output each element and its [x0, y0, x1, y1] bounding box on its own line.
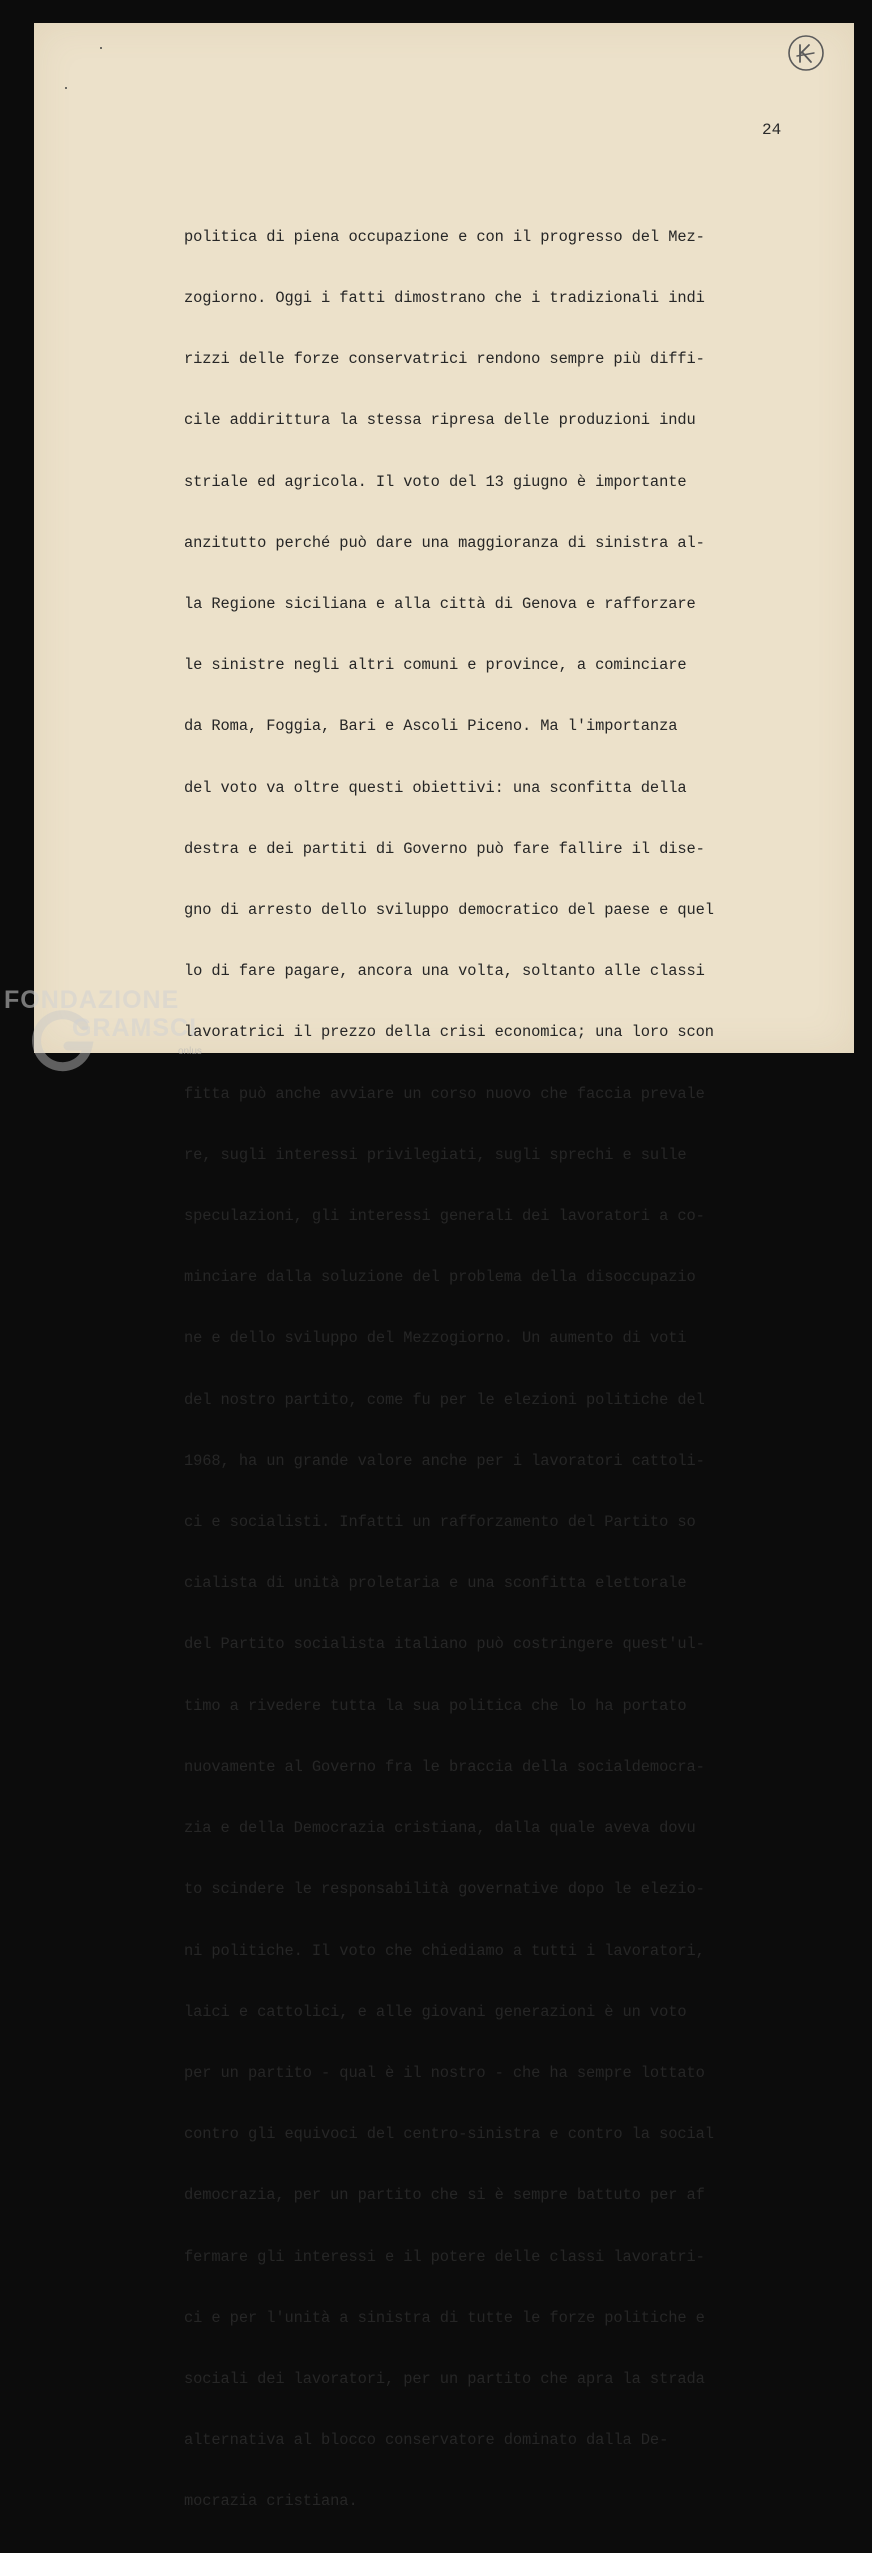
text-line: nuovamente al Governo fra le braccia della socialdemocra-	[184, 1757, 705, 1776]
text-line: rizzi delle forze conservatrici rendono sempre più diffi-	[184, 350, 705, 369]
text-line: 1968, ha un grande valore anche per i lavoratori cattoli-	[184, 1451, 705, 1470]
text-line: minciare dalla soluzione del problema della disoccupazio	[184, 1268, 696, 1287]
text-line: del Partito socialista italiano può costringere quest'ul-	[184, 1635, 705, 1654]
text-line: la Regione siciliana e alla città di Genova e rafforzare	[184, 595, 696, 614]
text-line: ni politiche. Il voto che chiediamo a tutti i lavoratori,	[184, 1941, 705, 1960]
text-line: contro gli equivoci del centro-sinistra e contro la social	[184, 2125, 714, 2144]
ink-speck	[65, 87, 67, 89]
archive-stamp-icon	[786, 33, 826, 73]
text-line: anzitutto perché può dare una maggioranza di sinistra al-	[184, 533, 705, 552]
text-line: lo di fare pagare, ancora una volta, soltanto alle classi	[184, 962, 705, 981]
text-line: destra e dei partiti di Governo può fare fallire il dise-	[184, 839, 705, 858]
body-text	[184, 186, 794, 2553]
text-line: lavoratrici il prezzo della crisi economica; una loro scon	[184, 1023, 714, 1042]
text-line: laici e cattolici, e alle giovani generazioni è un voto	[184, 2002, 687, 2021]
text-line: timo a rivedere tutta la sua politica che lo ha portato	[184, 1696, 687, 1715]
text-line: ci e per l'unità a sinistra di tutte le forze politiche e	[184, 2308, 705, 2327]
text-line: cile addirittura la stessa ripresa delle produzioni indu	[184, 411, 696, 430]
text-line: da Roma, Foggia, Bari e Ascoli Piceno. Ma l'importanza	[184, 717, 678, 736]
page-number: 24	[762, 121, 782, 139]
fondazione-gramsci-watermark	[4, 984, 244, 1080]
text-line: del voto va oltre questi obiettivi: una sconfitta della	[184, 778, 687, 797]
text-line: sociali dei lavoratori, per un partito che apra la strada	[184, 2369, 705, 2388]
text-line: mocrazia cristiana.	[184, 2492, 358, 2511]
text-line: zogiorno. Oggi i fatti dimostrano che i tradizionali indi	[184, 289, 705, 308]
document-page	[34, 23, 854, 2511]
text-line: democrazia, per un partito che si è sempre battuto per af	[184, 2186, 705, 2205]
text-line: per un partito - qual è il nostro - che ha sempre lottato	[184, 2063, 705, 2082]
text-line: fermare gli interessi e il potere delle classi lavoratri-	[184, 2247, 705, 2266]
text-line: striale ed agricola. Il voto del 13 giugno è importante	[184, 472, 687, 491]
text-line: cialista di unità proletaria e una sconfitta elettorale	[184, 1574, 687, 1593]
text-line: ne e dello sviluppo del Mezzogiorno. Un aumento di voti	[184, 1329, 687, 1348]
text-line: re, sugli interessi privilegiati, sugli sprechi e sulle	[184, 1145, 687, 1164]
watermark-line-2: GRAMSCI	[72, 1014, 198, 1042]
text-line: alternativa al blocco conservatore dominato dalla De-	[184, 2431, 669, 2450]
ink-speck	[100, 47, 102, 49]
text-line: speculazioni, gli interessi generali dei lavoratori a co-	[184, 1207, 705, 1226]
watermark-line-1: FONDAZIONE	[4, 986, 180, 1014]
text-line: fitta può anche avviare un corso nuovo che faccia prevale	[184, 1084, 705, 1103]
text-line: del nostro partito, come fu per le elezioni politiche del	[184, 1390, 705, 1409]
text-line: to scindere le responsabilità governative dopo le elezio-	[184, 1880, 705, 1899]
watermark-line-3: onlus	[178, 1046, 202, 1057]
text-line: politica di piena occupazione e con il progresso del Mez-	[184, 227, 705, 246]
text-line: gno di arresto dello sviluppo democratico del paese e quel	[184, 901, 714, 920]
text-line: ci e socialisti. Infatti un rafforzamento del Partito so	[184, 1513, 696, 1532]
text-line: zia e della Democrazia cristiana, dalla quale aveva dovu	[184, 1819, 696, 1838]
text-line: le sinistre negli altri comuni e province, a cominciare	[184, 656, 687, 675]
